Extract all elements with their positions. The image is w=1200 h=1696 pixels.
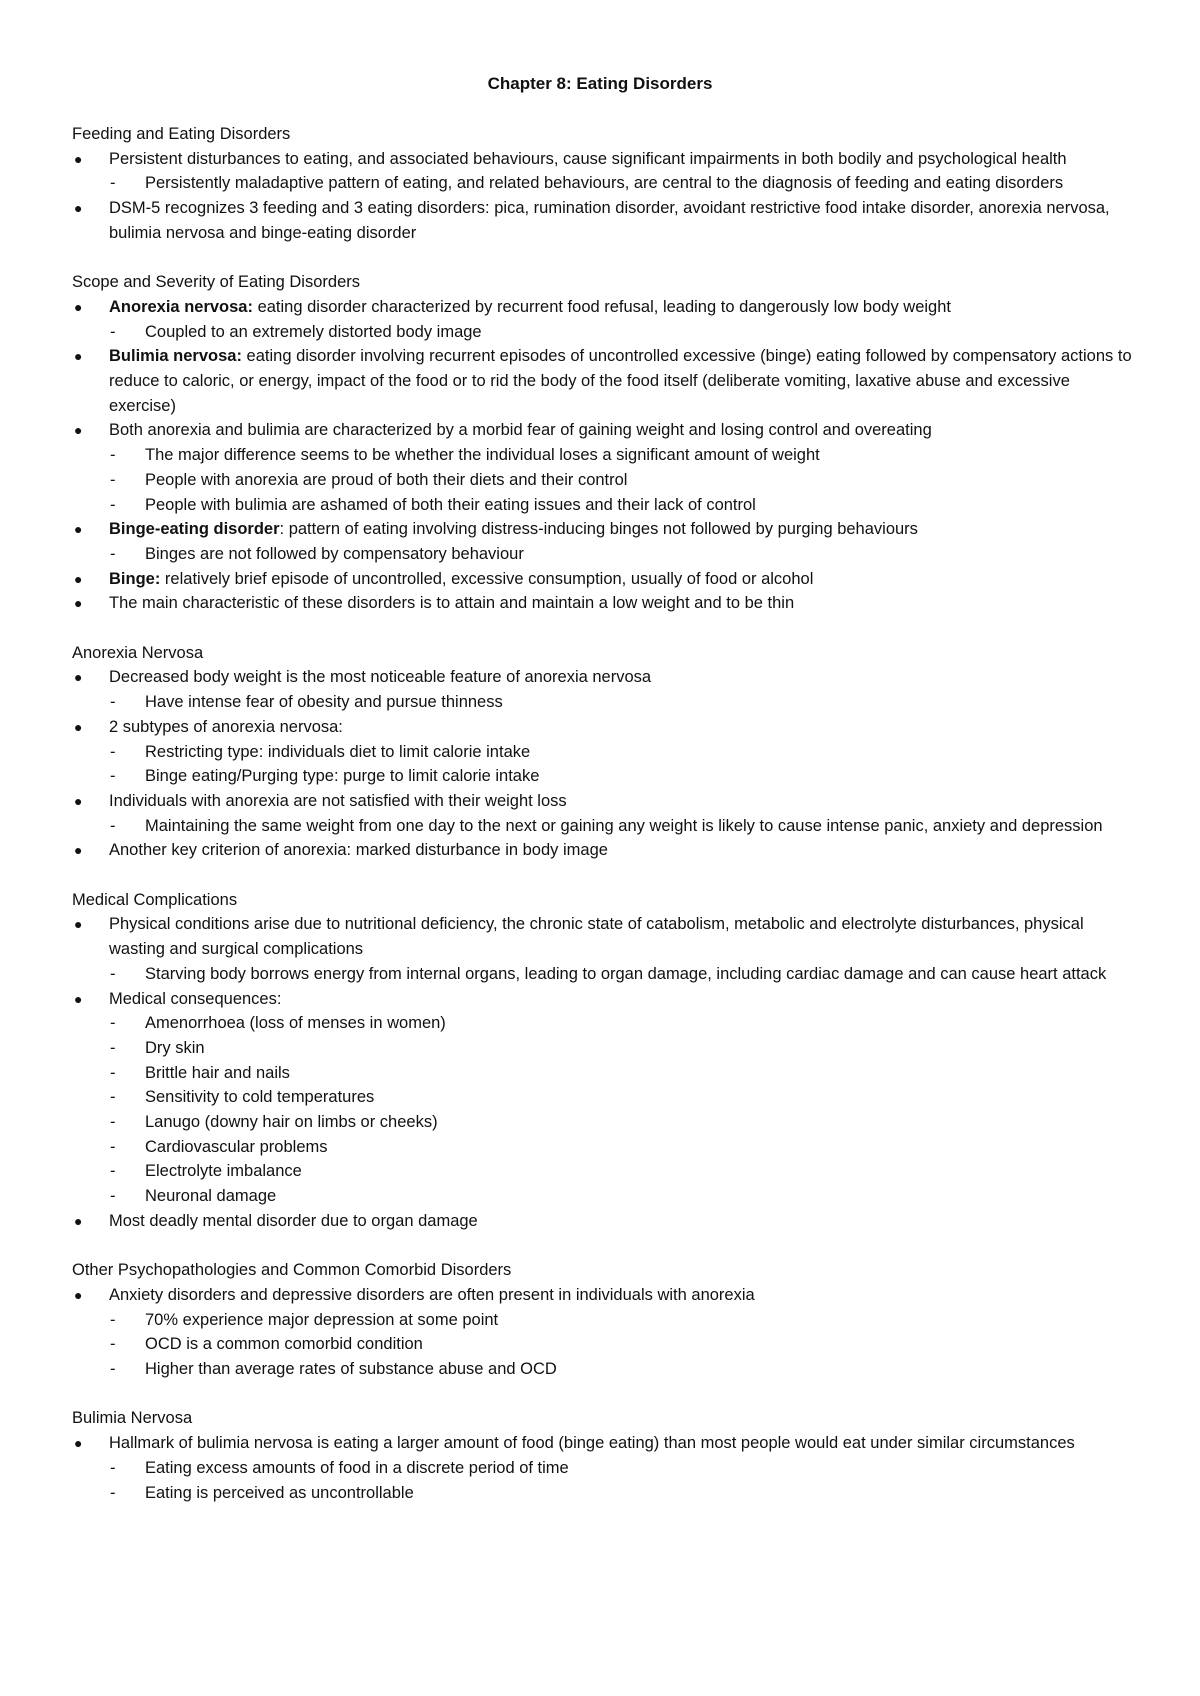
sub-bullet-item [72,1036,1132,1061]
bullet-item [72,295,1132,320]
sub-bullet-item [72,1110,1132,1135]
bullet-list [72,147,1132,246]
bullet-list [72,912,1132,1233]
bullet-item [72,517,1132,542]
sub-bullet-text: People with anorexia are proud of both their diets and their control [145,470,628,489]
sub-bullet-text: Maintaining the same weight from one day to the next or gaining any weight is likely to cause intense panic, anxiety and depression [145,816,1103,835]
dash-marker-icon: - [110,322,116,341]
sub-bullet-item [72,814,1132,839]
bullet-marker-icon: ● [74,200,83,217]
bullet-item [72,418,1132,443]
bullet-text: Persistent disturbances to eating, and associated behaviours, cause significant impairments in both bodily and psychological health [109,149,1067,168]
term: Bulimia nervosa: [109,347,242,366]
sub-bullet-item [72,740,1132,765]
bullet-marker-icon: ● [74,348,83,365]
section-heading: Medical Complications [72,890,238,909]
bullet-text: Individuals with anorexia are not satisfied with their weight loss [109,791,567,810]
dash-marker-icon: - [110,446,116,465]
section [72,1258,1132,1382]
bullet-text: Both anorexia and bulimia are characterized by a morbid fear of gaining weight and losing control and overeating [109,421,932,440]
bullet-list [72,1431,1132,1505]
bullet-text: Hallmark of bulimia nervosa is eating a larger amount of food (binge eating) than most people would eat under similar circumstances [109,1434,1075,1453]
sub-bullet-item [72,1135,1132,1160]
sub-bullet-item [72,1011,1132,1036]
bullet-marker-icon: ● [74,1212,83,1229]
sub-bullet-item [72,1061,1132,1086]
bullet-item [72,1283,1132,1308]
sub-bullet-item [72,764,1132,789]
dash-marker-icon: - [110,1187,116,1206]
document-title: Chapter 8: Eating Disorders [487,74,713,93]
dash-marker-icon: - [110,470,116,489]
section [72,122,1132,246]
sub-bullet-item [72,171,1132,196]
bullet-marker-icon: ● [74,792,83,809]
bullet-text: 2 subtypes of anorexia nervosa: [109,717,343,736]
bullet-marker-icon: ● [74,298,83,315]
bullet-list [72,665,1132,863]
bullet-item [72,196,1132,245]
bullet-text: The main characteristic of these disorders is to attain and maintain a low weight and to be thin [109,594,795,613]
bullet-marker-icon: ● [74,150,83,167]
bullet-marker-icon: ● [74,718,83,735]
sub-bullet-text: Starving body borrows energy from internal organs, leading to organ damage, including cardiac damage and can cause heart attack [145,964,1107,983]
bullet-text: Anxiety disorders and depressive disorders are often present in individuals with anorexia [109,1285,755,1304]
bullet-list [72,295,1132,616]
sub-bullet-text: Eating excess amounts of food in a discrete period of time [145,1458,569,1477]
sub-bullet-text: The major difference seems to be whether the individual loses a significant amount of weight [145,446,820,465]
sub-bullet-text: Binge eating/Purging type: purge to limit calorie intake [145,767,540,786]
bullet-text: eating disorder characterized by recurrent food refusal, leading to dangerously low body weight [252,297,951,316]
section-heading: Feeding and Eating Disorders [72,125,291,143]
bullet-marker-icon: ● [74,521,83,538]
bullet-item [72,912,1132,961]
sub-bullet-item [72,1456,1132,1481]
dash-marker-icon: - [110,1088,116,1107]
sub-bullet-item [72,468,1132,493]
sub-bullet-text: Eating is perceived as uncontrollable [145,1483,414,1502]
bullet-marker-icon: ● [74,422,83,439]
term: Binge: [109,569,161,588]
dash-marker-icon: - [110,1310,116,1329]
sub-bullet-text: 70% experience major depression at some point [145,1310,499,1329]
bullet-item [72,591,1132,616]
sub-bullet-text: Sensitivity to cold temperatures [145,1088,375,1107]
dash-marker-icon: - [110,767,116,786]
bullet-list [72,1283,1132,1382]
section-heading: Anorexia Nervosa [72,643,204,662]
sub-bullet-item [72,320,1132,345]
dash-marker-icon: - [110,1458,116,1477]
sub-bullet-text: Dry skin [145,1038,205,1057]
sub-bullet-text: Lanugo (downy hair on limbs or cheeks) [145,1113,438,1132]
dash-marker-icon: - [110,1063,116,1082]
dash-marker-icon: - [110,742,116,761]
bullet-item [72,715,1132,740]
dash-marker-icon: - [110,1113,116,1132]
bullet-item [72,665,1132,690]
section-heading: Scope and Severity of Eating Disorders [72,273,360,292]
term: Anorexia nervosa: [109,297,253,316]
sub-bullet-item [72,1184,1132,1209]
term: Binge-eating disorder [109,520,280,539]
dash-marker-icon: - [110,1014,116,1033]
dash-marker-icon: - [110,544,116,563]
bullet-text: Decreased body weight is the most noticeable feature of anorexia nervosa [109,668,652,687]
bullet-item [72,789,1132,814]
section-heading: Other Psychopathologies and Common Comorbid Disorders [72,1261,512,1280]
bullet-item [72,344,1132,418]
dash-marker-icon: - [110,174,116,193]
bullet-marker-icon: ● [74,595,83,612]
sub-bullet-text: Persistently maladaptive pattern of eating, and related behaviours, are central to the diagnosis of feeding and eating disorders [145,174,1064,193]
sub-bullet-text: Electrolyte imbalance [145,1162,302,1181]
bullet-item [72,987,1132,1012]
sub-bullet-text: Higher than average rates of substance abuse and OCD [145,1360,557,1379]
dash-marker-icon: - [110,1360,116,1379]
sub-bullet-text: Cardiovascular problems [145,1137,328,1156]
bullet-marker-icon: ● [74,842,83,859]
sub-bullet-text: Have intense fear of obesity and pursue thinness [145,693,503,712]
sub-bullet-item [72,1357,1132,1382]
dash-marker-icon: - [110,1137,116,1156]
dash-marker-icon: - [110,693,116,712]
sub-bullet-item [72,493,1132,518]
sub-bullet-text: OCD is a common comorbid condition [145,1335,423,1354]
section-heading: Bulimia Nervosa [72,1409,193,1428]
dash-marker-icon: - [110,1038,116,1057]
bullet-text: Another key criterion of anorexia: marked disturbance in body image [109,841,608,860]
sub-bullet-item [72,1085,1132,1110]
bullet-text: Most deadly mental disorder due to organ damage [109,1211,478,1230]
sub-bullet-text: People with bulimia are ashamed of both their eating issues and their lack of control [145,495,756,514]
sub-bullet-item [72,1332,1132,1357]
sub-bullet-item [72,962,1132,987]
section [72,641,1132,863]
bullet-text: DSM-5 recognizes 3 feeding and 3 eating disorders: pica, rumination disorder, avoidant restrictive food intake disorder, anorexia nervosa, bulimia nervosa and binge-eating disorder [109,199,1110,242]
sub-bullet-item [72,1308,1132,1333]
dash-marker-icon: - [110,964,116,983]
sub-bullet-item [72,690,1132,715]
bullet-text: : pattern of eating involving distress-inducing binges not followed by purging behaviours [279,520,918,539]
bullet-item [72,838,1132,863]
section [72,888,1132,1234]
dash-marker-icon: - [110,816,116,835]
document-body [72,122,1132,1530]
sub-bullet-item [72,1481,1132,1506]
bullet-marker-icon: ● [74,1286,83,1303]
bullet-marker-icon: ● [74,570,83,587]
bullet-marker-icon: ● [74,990,83,1007]
bullet-text: eating disorder involving recurrent episodes of uncontrolled excessive (binge) eating followed by compensatory actions to reduce to caloric, or energy, impact of the food or to rid the body of the food itself (deliberate vomiting, laxative abuse and excessive exercise) [109,347,1132,415]
dash-marker-icon: - [110,1483,116,1502]
bullet-marker-icon: ● [74,916,83,933]
sub-bullet-text: Neuronal damage [145,1187,277,1206]
bullet-text: Medical consequences: [109,989,282,1008]
dash-marker-icon: - [110,1335,116,1354]
sub-bullet-item [72,542,1132,567]
bullet-marker-icon: ● [74,669,83,686]
bullet-text: relatively brief episode of uncontrolled, excessive consumption, usually of food or alcohol [160,569,814,588]
bullet-item [72,1209,1132,1234]
sub-bullet-text: Restricting type: individuals diet to limit calorie intake [145,742,531,761]
sub-bullet-text: Coupled to an extremely distorted body image [145,322,482,341]
bullet-text: Physical conditions arise due to nutritional deficiency, the chronic state of catabolism, metabolic and electrolyte disturbances, physical wasting and surgical complications [109,915,1084,959]
bullet-item [72,1431,1132,1456]
sub-bullet-item [72,443,1132,468]
section [72,270,1132,616]
bullet-item [72,567,1132,592]
bullet-item [72,147,1132,172]
dash-marker-icon: - [110,1162,116,1181]
section [72,1406,1132,1505]
dash-marker-icon: - [110,495,116,514]
sub-bullet-text: Binges are not followed by compensatory behaviour [145,544,524,563]
sub-bullet-text: Brittle hair and nails [145,1063,290,1082]
sub-bullet-item [72,1159,1132,1184]
sub-bullet-text: Amenorrhoea (loss of menses in women) [145,1014,446,1033]
bullet-marker-icon: ● [74,1435,83,1452]
